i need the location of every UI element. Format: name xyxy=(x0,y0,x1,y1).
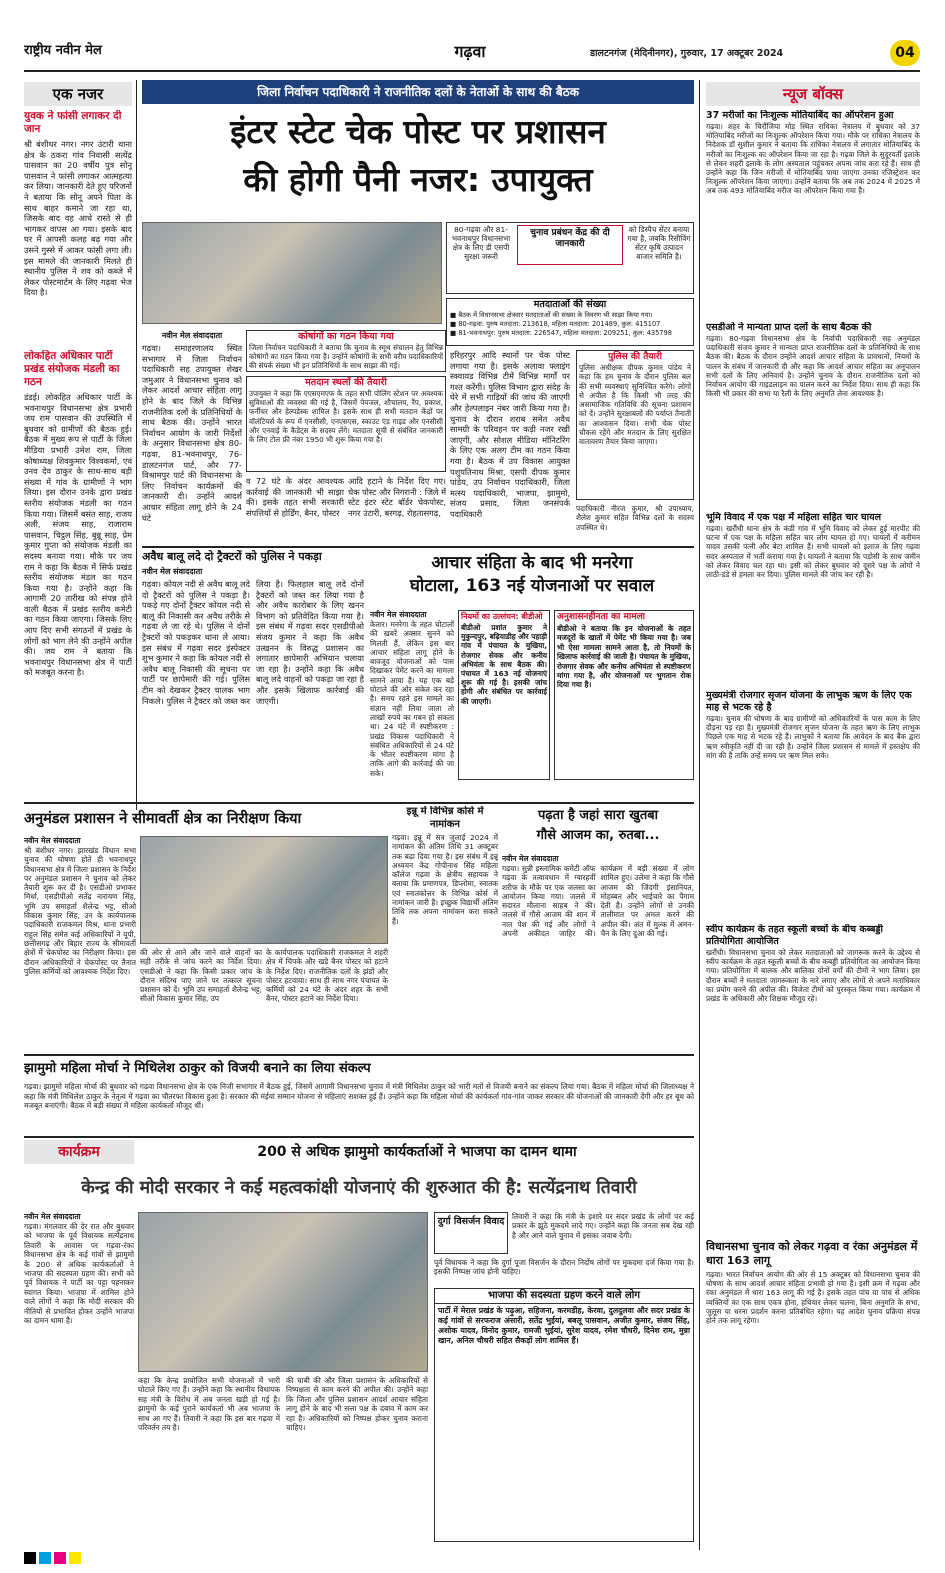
story-body: श्री बंशीधर नगर। नगर उंटारी थाना क्षेत्र के ठकरा गांव निवासी सत्येंद्र पासवान का 20 वर्षीय पुत्र सोनू पासवान ने फांसी लगाकर आत्महत्या कर लिया। जानकारी देते हुए परिजनों ने बताया कि सोनू अपने पिता के साथ बाहर कमाने जा रहा था, जिसके बाद वह आधे रास्ते से ही भागकर वापस आ गया। इसके बाद घर में आपसी कलह बढ़ गया और उसने गुस्से में आकर फांसी लगा ली। इस मामले की जानकारी मिलते ही स्थानीय पुलिस ने शव को कब्जे में लेकर पोस्टमार्टम के लिए गढ़वा भेज दिया है। xyxy=(24,139,132,298)
karyakram-label xyxy=(24,1140,134,1164)
lead-kicker xyxy=(142,80,694,104)
joiners-heading: भाजपा की सदस्यता ग्रहण करने वाले लोग xyxy=(435,1289,693,1304)
enrollment-body: गढ़वा। इन्नू में सत्र जुलाई 2024 में नामांकन की अंतिम तिथि 31 अक्टूबर तक बढ़ा दिया गया है। इस संबंध में इन्नू अध्ययन केंद्र गोपीनाथ सिंह महिला कॉलेज गढ़वा के क्षेत्रीय सहायक ने बताया कि प्रमाणपत्र, डिप्लोमा, स्नातक एवं स्नातकोत्तर के विभिन्न कोर्स में नामांकन जारी है। इच्छुक विद्यार्थी अंतिम तिथि तक अपना नामांकन करा सकते हैं। xyxy=(392,833,498,926)
news-headline: स्वीप कार्यक्रम के तहत स्कूली बच्चों के बीच कब्बड्डी प्रतियोगिता आयोजित xyxy=(706,924,883,947)
karyakram-col-1 xyxy=(24,1212,134,1542)
news-item-land-dispute xyxy=(706,512,920,688)
news-headline: विधानसभा चुनाव को लेकर गढ़वा व रंका अनुमंडल में धारा 163 लागू xyxy=(706,1240,918,1267)
news-item-section-163 xyxy=(706,1240,920,1540)
anumandal-col-2: की ओर से आने और जाने वाले वाहनों का सही तरीके से जांच करने का निर्देश दिया। एसडीओ ने कहा कि किसी प्रकार जांच के दौरान संदिग्ध पाए जाने पर तत्काल सूचना प्रशासन को दें। भूमि उप समाहर्ता शैलेन्द्र भट्ट, सीओ विकास कुमार सिंह, उप xyxy=(140,948,262,1004)
mnrega-headline-2: घोटाला, 163 नई योजनाओं पर सवाल xyxy=(409,576,655,596)
police-heading: पुलिस की तैयारी xyxy=(608,352,662,362)
discipline-body: बीडीओ ने बताया कि इन योजनाओं के तहत मजदूरों के खातों में पेमेंट भी किया गया है। जब भी ऐसा मामला सामने आता है, तो नियमों के खिलाफ कार्रवाई की जाती है। पंचायत के मुखिया, रोजगार सेवक और कनीय अभियंता से स्पष्टीकरण मांगा गया है, और योजनाओं पर भुगतान रोक दिया गया है। xyxy=(557,624,691,690)
joiners-body: पार्टी में मेराल प्रखंड के पढ़ुआ, सहिजना, करमडीह, केरवा, दुलदुलवा और सदर प्रखंड के कई गांवों से सरफराज अंसारी, सतेंद्र भुईयां, बबलू पासवान, अजीत कुमार, संजय सिंह, अशोक यादव, विनोद कुमार, रामजी भुईयां, सुरेश यादव, रमेश चौधरी, दिनेश राम, मुन्ना खान, अनिल चौधरी सहित सैकड़ों लोग शामिल हैं। xyxy=(438,1306,690,1345)
news-headline: 37 मरीजों का निःशुल्क मोतियाबिंद का ऑपरेशन हुआ xyxy=(706,110,894,121)
jmm-women-body: गढ़वा। झामुमो महिला मोर्चा की बुधवार को गढ़वा विधानसभा क्षेत्र के एक निजी सभागार में बैठक हुई, जिसमें आगामी विधानसभा चुनाव में मंत्री मिथिलेश ठाकुर को भारी मतों से विजयी बनाने का संकल्प लिया गया। बैठक में महिला मोर्चा की जिलाध्यक्ष ने कहा कि मंत्री मिथिलेश ठाकुर के नेतृत्व में गढ़वा का चौतरफा विकास हुआ है। सरकार की मंईयां सम्मान योजना से महिलाएं सशक्त हुई हैं। उन्होंने कहा कि महिला मोर्चा की कार्यकर्ता गांव-गांव जाकर सरकार की योजनाओं की जानकारी देंगी और हर बूथ को मजबूत बनाएंगी। बैठक में बड़ी संख्या में महिला कार्यकर्ता मौजूद थीं। xyxy=(24,1082,694,1111)
anumandal-body: श्री बंशीधर नगर। झारखंड विधान सभा चुनाव की घोषणा होते ही भवनाथपुर विधानसभा क्षेत्र में जिला प्रशासन के निर्देश पर अनुमंडल प्रशासन ने चुनाव को लेकर तैयारी शुरू कर दी है। एसडीओ प्रभाकर मिर्धा, एसडीपीओ सतेंद्र नारायण सिंह, भूमि उप समाहर्ता शैलेन्द्र भट्ट, सीओ विकास कुमार सिंह, उन के कार्यपालक पदाधिकारी राजकमल मिश्र, थाना प्रभारी राहुल सिंह समेत कई अधिकारियों ने यूपी, छत्तीसगढ़ और बिहार राज्य के सीमावर्ती क्षेत्रों में चेकपोस्ट का निरीक्षण किया। इस दौरान अधिकारियों ने चेकपोस्ट पर तैनात पुलिस कर्मियों को आवश्यक निर्देश दिए। xyxy=(24,846,136,976)
news-body: गढ़वा। शहर के चिरौंजिया मोड़ स्थित राधिका नेत्रालय में बुधवार को 37 मोतियाबिंद मरीजों का निःशुल्क ऑपरेशन किया गया। मौके पर राधिका नेत्रालय के निदेशक डॉ सुशील कुमार ने बताया कि राधिका नेत्रालय में लगातार मोतियाबिंद के मरीजों का निःशुल्क का ऑपरेशन किया जा रहा है। गढ़वा जिले के सुदूरवर्ती इलाके से लेकर शहरी इलाके के लोग अस्पताल पहुंचकर अपना जांच करा रहे हैं। साथ ही उन्होंने कहा कि जिन मरीजों में मोतियाबिंद पाया जाएगा उनका रजिस्ट्रेशन कर निःशुल्क ऑपरेशन किया जाएगा। उन्होंने बताया कि अब तक 2024 में 2025 में अब तक 493 मोतियाबिंद मरीज का ऑपरेशन किया गया है। xyxy=(706,122,920,196)
committee-body: जिला निर्वाचन पदाधिकारी ने बताया कि चुनाव के स्मूथ संचालन हेतु विभिन्न कोषांगों का गठन किया गया है। उन्होंने कोषांगों के सभी वरीय पदाधिकारियों की संपर्क संख्या भी इन प्रतिनिधियों के साथ साझा की गई। xyxy=(249,343,443,370)
sand-story xyxy=(142,550,364,798)
gause-headline-1: पढ़ता है जहां सारा खुतबा xyxy=(537,808,659,823)
divider-1 xyxy=(142,546,694,548)
ek-nazar-label xyxy=(24,82,132,106)
enrollment-story xyxy=(392,806,498,1050)
karyakram-col-2: कहा कि केन्द्र प्रायोजित सभी योजनाओं में भारी घोटाले किए गए हैं। उन्होंने कहा कि स्थानीय विधायक सह मंत्री के विरोध में अब जनता खड़ी हो गई है। झामुमो के कई पुराने कार्यकर्ता भी अब भाजपा के साथ आ गए हैं। तिवारी ने कहा कि इस बार गढ़वा में परिवर्तन तय है। xyxy=(138,1376,280,1433)
gause-body xyxy=(502,854,694,1050)
mnrega-text: केतार। मनरेगा के तहत चोटालों की खबरें अक्सर सुनने को मिलती हैं, लेकिन इस बार आचार संहिता लागू होने के बावजूद योजनाओं को पास दिखाकर पेमेंट करने का मामला सामने आया है। यह एक बड़े घोटाले की ओर संकेत कर रहा है। समय रहते इस मामले का संज्ञान नहीं लिया जाता तो लाखों रुपये का गबन हो सकता था। 24 घंटे में स्पष्टीकरण : प्रखंड विकास पदाधिकारी ने संबंधित अधिकारियों से 24 घंटे के भीतर स्पष्टीकरण मांगा है ताकि आगे की कार्रवाई की जा सके। xyxy=(370,620,454,778)
news-body: गढ़वा। खरौंधी थाना क्षेत्र के कंडी गांव में भूमि विवाद को लेकर हुई मारपीट की घटना में एक पक्ष के महिला सहित चार लोग घायल हो गए। घायलों में करीमन यादव उसकी पत्नी और बेटा शामिल हैं। सभी घायलों को इलाज के लिए गढ़वा सदर अस्पताल में भर्ती कराया गया है। घायलों ने बताया कि पड़ोसी के साथ जमीन को लेकर विवाद चल रहा था। इसी को लेकर बुधवार को दूसरे पक्ष के लोगों ने लाठी-डंडे से हमला कर दिया। पुलिस मामले की जांच कर रही है। xyxy=(706,524,920,580)
jmm-women-headline: झामुमो महिला मोर्चा ने मिथिलेश ठाकुर को विजयी बनाने का लिया संकल्प xyxy=(24,1061,371,1076)
headline-line-2: की होगी पैनी नजर: उपायुक्त xyxy=(243,160,593,199)
divider-3 xyxy=(24,1054,694,1056)
bdo-box xyxy=(458,610,550,780)
dateline: डालटनगंज (मेदिनीनगर), गुरुवार, 17 अक्टूबर 2024 xyxy=(590,48,784,59)
ek-nazar-story-1 xyxy=(24,110,132,360)
karyakram-kicker: 200 से अधिक झामुमो कार्यकर्ताओं ने भाजपा का दामन थामा xyxy=(257,1144,577,1160)
news-item-kabaddi xyxy=(706,924,920,1214)
lead-col-3: व 72 घंटे के अंदर आवश्यक कार्रवाई की जानकारी भी साझा की। इसके तहत सभी सरकारी संपत्तियों से होर्डिंग, बैनर, पोस्टर xyxy=(246,476,344,518)
karyakram-text: कार्यक्रम xyxy=(58,1144,100,1160)
lead-col-6-end: पदाधिकारी नीरज कुमार, श्री उपाध्याय, शैलेश कुमार सहित विभिन्न दलों के सदस्य उपस्थित थे। xyxy=(576,504,694,532)
news-body: गढ़वा। भारत निर्वाचन आयोग की ओर से 15 अक्टूबर को विधानसभा चुनाव की घोषणा के साथ आदर्श आचार संहिता प्रभावी हो गया है। इसी क्रम में गढ़वा और रंका अनुमंडल में धारा 163 लागू की गई है। इसके तहत पांच या पांच से अधिक व्यक्तियों का एक साथ एकत्र होना, हथियार लेकर चलना, बिना अनुमति के सभा, जुलूस या धरना प्रदर्शन करना प्रतिबंधित रहेगा। यह आदेश चुनाव प्रक्रिया संपन्न होने तक लागू रहेगा। xyxy=(706,1270,920,1326)
discipline-heading: अनुशासनहीनता का मामला xyxy=(557,612,646,622)
byline: नवीन मेल संवाददाता xyxy=(370,610,427,619)
polling-body: उपायुक्त ने कहा कि एएसएमएफ के तहत सभी पोलिंग स्टेशन पर अवश्यक सुविधाओं की व्यवस्था की गई है, जिसमें पेयजल, शौचालय, रैंप, प्रकाश, फर्नीचर और हेल्पडेस्क शामिल है। इसके साथ ही सभी मतदान केंद्रों पर वॉलंटियर्स के रूप में एनसीसी, एनएसएस, स्काउट एंड गाइड और एनसीसी और एनवाई के कैडेट्स के सदस्य लेंगे। मतदाता सूची से संबंधित जानकारी के लिए टोल फ्री नंबर 1950 भी शुरू किया गया है। xyxy=(249,389,443,445)
news-body: गढ़वा। 80-गढ़वा विधानसभा क्षेत्र के निर्वाची पदाधिकारी सह अनुमंडल पदाधिकारी संजय कुमार ने मान्यता प्राप्त राजनीतिक दलों के प्रतिनिधियों के साथ बैठक की। बैठक के दौरान उन्होंने आदर्श आचार संहिता के प्रावधानों, नियमों के पालन के संबंध में जानकारी दी और कहा कि आदर्श आचार संहिता का अनुपालन सभी दलों के लिए अनिवार्य है। उन्होंने चुनाव के दौरान राजनीतिक दलों को निर्वाचन आयोग की गाइडलाइन का पालन करने का निर्देश दिया। साथ ही कहा कि किसी भी प्रकार की सभा या रैली के लिए अनुमति लेना आवश्यक है। xyxy=(706,334,920,399)
news-box-text: न्यूज बॉक्स xyxy=(782,85,844,103)
durga-heading: दुर्गा विसर्जन विवाद xyxy=(437,1216,505,1227)
voters-heading: मतदाताओं की संख्या xyxy=(533,299,607,310)
inspection-photo xyxy=(140,836,388,944)
election-management-box xyxy=(446,222,694,294)
voters-line-2: ■ 80-गढ़वा: पुरुष मतदाता: 213618, महिला मतदाता: 201489, कुल: 415107 xyxy=(450,320,661,328)
anumandal-col-3: के कार्यपालक पदाधिकारी राजकमल ने शहरी क्षेत्र में चिपके और खड़े बैनर पोस्टर को हटाने के निर्देश दिए। राजनीतिक दलों के झंडों और पोस्टर हटवाया। साथ ही साथ नगर पंचायत के कर्मियों को 24 घंटे के अंदर शहर के सभी बैनर, पोस्टर हटाने का निर्देश दिया। xyxy=(266,948,388,1004)
bdo-body: बीडीओ प्रशांत कुमार ने मुकुन्दपुर, बढ़ियाडीह और पहाड़ी गांव में पंचायत के मुखिया, रोजगार सेवक और कनीय अभियंता के साथ बैठक की। पंचायत में 163 नई योजनाएं शुरू की गई है। इसकी जांच होगी और संबंधित पर कार्रवाई की जाएगी। xyxy=(461,623,547,706)
byline: नवीन मेल संवाददाता xyxy=(24,1212,81,1221)
box-heading: चुनाव प्रबंधन केंद्र की दी जानकारी xyxy=(517,225,623,265)
news-item-loan xyxy=(706,690,920,922)
gause-headline-2: गौसे आजम का, रुतबा... xyxy=(536,828,660,843)
story-body: डंडई। लोकहित अधिकार पार्टी के भवनाथपुर विधानसभा क्षेत्र प्रभारी जय राम पासवान की उपस्थिति में बुधवार को ग्रामीणों की बैठक हुई। बैठक में मुख्य रूप से पार्टी के जिला मीडिया प्रभारी उमेश राम, जिला कोषाध्यक्ष शिवकुमार विश्वकर्मा, एवं उनव देव ठाकुर के साथ-साथ बड़ी संख्या में गांव के ग्रामीणों ने भाग लिया। इस दौरान उनके द्वारा प्रखंड स्तरीय संयोजक मंडली का गठन किया गया। जिसमें बसंत साह, राजय अली, संजय साह, राजाराम पासवान, चिट्ठल सिंह, बुन्नू साह, प्रेम कुमार गुप्ता को संयोजक मंडली का सदस्य बनाया गया। मौके पर जय राम ने कहा कि बैठक में सिर्फ प्रखंड स्तरीय संयोजक मंडल का गठन किया गया है। उन्होंने कहा कि आगामी 20 तारीख को संपन्न होने वाली बैठक में प्रखंड स्तरीय कमेटी का गठन किया जाएगा। जिसके लिए आप दिए सभी संगठनों में प्रखंड के लोगों को भाग लेने की उन्होंने अपील की। जय राम ने बताया कि भवनाथपुर विधानसभा क्षेत्र में पार्टी को मजबूत करना है। xyxy=(24,392,132,678)
masthead-rule xyxy=(24,70,920,72)
anumandal-headline: अनुमंडल प्रशासन ने सीमावर्ती क्षेत्र का निरीक्षण किया xyxy=(24,811,302,827)
byline: नवीन मेल संवाददाता xyxy=(502,854,559,863)
lead-headline xyxy=(142,108,694,218)
sand-headline: अवैध बालू लदे दो ट्रैक्टरों को पुलिस ने पकड़ा xyxy=(142,550,322,563)
news-body: गढ़वा। चुनाव की घोषणा के बाद ग्रामीणों को अधिकारियों के पास काम के लिए दौड़ना पड़ रहा है। मुख्यमंत्री रोजगार सृजन योजना के तहत ऋण के लिए लाभुक पिछले एक माह से भटक रहे हैं। लाभुकों ने बताया कि आवेदन के बाद बैंक द्वारा ऋण स्वीकृति नहीं दी जा रही है। उन्होंने जिला प्रशासन से मामले में हस्तक्षेप की मांग की है ताकि उन्हें समय पर ऋण मिल सके। xyxy=(706,714,920,760)
bdo-heading: नियमों का उल्लंघन: बीडीओ xyxy=(461,612,543,621)
joining-photo xyxy=(138,1212,428,1372)
voters-line-1: ■ बैठक में विधानसभा क्षेत्रवार मतदाताओं की संख्या के विवरण भी साझा किया गया। xyxy=(450,311,653,319)
news-item-sdo xyxy=(706,322,920,510)
news-box-label xyxy=(706,82,920,106)
committee-heading: कोषांगों का गठन किया गया xyxy=(298,331,394,342)
gause-headline xyxy=(502,806,694,852)
discipline-box xyxy=(554,610,694,780)
karyakram-headline: केन्द्र की मोदी सरकार ने कई महत्वकांक्षी योजनाएं की शुरुआत की है: सत्येंद्रनाथ तिवारी xyxy=(81,1178,637,1198)
meeting-photo xyxy=(142,222,442,324)
ek-nazar-text: एक नजर xyxy=(52,85,104,103)
polling-box xyxy=(246,376,446,472)
police-box xyxy=(576,350,694,500)
durga-box xyxy=(434,1212,508,1254)
police-body: पुलिस अधीक्षक दीपक कुमार पांडेय ने कहा कि हम चुनाव के दौरान पुलिस बल की सभी व्यवस्थाएं सुनिश्चित करेंगे। लोगों से अपील है कि किसी भी तरह की असामाजिक गतिविधि की सूचना प्रशासन को दें। उन्होंने सुरक्षाबलों की पर्याप्त तैनाती का आश्वासन दिया। सभी चेक पोस्ट चौकस रहेंगे और मतदान के लिए सुरक्षित वातावरण तैयार किया जाएगा। xyxy=(579,363,691,447)
voters-line-3: ■ 81-भवनाथपुर: पुरुष मतदाता: 226547, महिला मतदाता: 209251, कुल: 435798 xyxy=(450,329,672,337)
mnrega-body xyxy=(370,610,454,798)
joiners-box xyxy=(434,1288,694,1542)
ek-nazar-story-2 xyxy=(24,350,132,790)
story-headline: युवक ने फांसी लगाकर दी जान xyxy=(24,110,122,135)
lead-col-5: हरिहरपुर आदि स्थानों पर चेक पोस्ट लगाया गया है। इसके अलावा फ्लाइंग स्क्वायड विभिन्न टीमें विभिन्न मार्गों पर गश्त करेंगी। पुलिस विभाग द्वारा संदेह के घेरे में सभी गाड़ियों की जांच की जाएगी और हेल्पलाइन नंबर जारी किया गया है। चुनाव के दौरान शराब समेत अवैध सामग्री के परिवहन पर कड़ी नजर रखी जाएगी, और सोशल मीडिया मॉनिटरिंग के लिए एक अलग टीम का गठन किया गया है। बैठक में उप विकास आयुक्त पशुपतिनाथ मिश्रा, एसपी दीपक कुमार पांडेय, उप निर्वाचन पदाधिकारी, जिला मत्स्य पदाधिकारी, भाजपा, झामुमो, संजय प्रसाद, जिला जनसंपर्क पदाधिकारी xyxy=(450,350,570,519)
news-headline: मुख्यमंत्री रोजगार सृजन योजना के लाभुक ऋण के लिए एक माह से भटक रहे है xyxy=(706,690,912,713)
page-number: 04 xyxy=(890,40,920,66)
byline: नवीन मेल संवाददाता xyxy=(142,567,203,576)
box-left-text: 80-गढ़वा और 81-भवनाथपुर विधानसभा क्षेत्र के लिए डी एसपी सुरक्षा जरूरी xyxy=(451,225,511,261)
lead-body: गढ़वा। समाहरणालय स्थित सभागार में जिला निर्वाचन पदाधिकारी सह उपायुक्त शेखर जमुआर ने विधानसभा चुनाव को लेकर आदर्श आचार संहिता लागू होने के बाद जिले के विभिन्न राजनीतिक दलों के प्रतिनिधियों के साथ बैठक की। उन्होंने भारत निर्वाचन आयोग के जारी निर्देशों के अनुसार विधानसभा क्षेत्र 80-गढ़वा, 81-भवनाथपुर, 76-डालटनगंज पार्ट, और 77-विश्रामपुर पार्ट की विधानसभा के लिए निर्वाचन कार्यक्रमों की जानकारी दी। उन्होंने आदर्श आचार संहिता लागू होने के 24 घंटे xyxy=(142,343,242,523)
gause-text: गढ़वा। सुन्नी इस्लामिक कमेटी ऑफ गढ़वा के तत्वावधान में ग्यारहवीं शरीफ के मौके पर एक जलसा का आयोजन किया गया। जलसे में सदारत मौलाना साहब ने की। जलसे में गौसे आजम की शान में नात पेश की गई और लोगों ने अपनी अकीदत जाहिर की। कार्यक्रम में बड़ी संख्या में लोग शामिल हुए। उलेमा ने कहा कि गौसे आजम की जिंदगी इंसानियत, मोहब्बत और भाईचारे का पैगाम देती है। उन्होंने लोगों से उनकी तालीमात पर अमल करने की अपील की। अंत में मुल्क में अमन-चैन के लिए दुआ की गई। xyxy=(502,864,694,939)
masthead xyxy=(0,0,945,72)
durga-body: पूर्व विधायक ने कहा कि दुर्गा पूजा विसर्जन के दौरान निर्दोष लोगों पर मुकदमा दर्ज किया गया है। इसकी निष्पक्ष जांच होनी चाहिए। xyxy=(434,1258,694,1277)
news-headline: एसडीओ ने मान्यता प्राप्त दलों के साथ बैठक की xyxy=(706,322,872,333)
left-column-divider xyxy=(136,80,137,810)
lead-col-1 xyxy=(142,330,242,542)
karyakram-col-3: की चाबी की और जिला प्रशासन के अधिकारियों से निष्पक्षता से काम करने की अपील की। उन्होंने कहा कि जिला और पुलिस प्रशासन आदर्श आचार संहिता लागू होने के बाद भी सत्ता पक्ष के दबाव में काम कर रहा है। अधिकारियों को निष्पक्ष होकर चुनाव कराना चाहिए। xyxy=(286,1376,428,1433)
divider-4 xyxy=(24,1136,694,1138)
box-right-text: को डिस्पैच सेंटर बनाया गया है, जबकि रिसीविंग सेंटर कृषि उत्पादन बाजार समिति है। xyxy=(627,225,691,261)
news-headline: भूमि विवाद में एक पक्ष में महिला सहित चार घायल xyxy=(706,512,882,523)
byline: नवीन मेल संवाददाता xyxy=(161,331,223,340)
section-title: गढ़वा xyxy=(454,42,486,61)
committee-box xyxy=(246,330,446,372)
voters-count-box xyxy=(446,298,694,346)
headline-line-1: इंटर स्टेट चेक पोस्ट पर प्रशासन xyxy=(230,112,606,151)
anumandal-col-1 xyxy=(24,836,136,1048)
karyakram-body: गढ़वा। मंगलवार की देर रात और बुधवार को भाजपा के पूर्व विधायक सत्येंद्रनाथ तिवारी के आवास पर गढ़वा-रंका विधानसभा क्षेत्र के कई गांवों से झामुमो के 200 से अधिक कार्यकर्ताओं ने भाजपा की सदस्यता ग्रहण की। सभी को पूर्व विधायक ने पार्टी का पट्टा पहनाकर स्वागत किया। भाजपा में शामिल होने वाले लोगों ने कहा कि मोदी सरकार की नीतियों से प्रभावित होकर उन्होंने भाजपा का दामन थामा है। xyxy=(24,1222,134,1326)
lead-col-4: आदि हटाने के निर्देश दिए गए। चेक पोस्ट और निगरानी : जिले में स्टेट इंटर स्टेट बॉर्डर चेकपोस्ट, नगर उंटारी, बरगढ़, रोहतासगढ़, xyxy=(348,476,446,518)
sand-body: गढ़वा। कोयल नदी से अवैध बालू लदे दो ट्रैक्टरों को पुलिस ने पकड़ा है। पकड़े गए दोनों ट्रैक्टर कोयल नदी से बालू की निकासी कर अवैध तरीके से गढ़वा ले जा रहे थे। पुलिस ने दोनों ट्रैक्टरों को पकड़कर थाना ले आया। इस संबंध में गढ़वा सदर इंस्पेक्टर शुभ कुमार ने कहा कि कोयल नदी से अवैध बालू निकासी की सूचना पर पार्टी पर छापेमारी की गई। पुलिस टीम को देखकर ट्रैक्टर चालक भाग निकले। पुलिस ने ट्रैक्टर को जब्त कर लिया है। फिलहाल बालू लदे दोनों ट्रैक्टरों को जब्त कर लिया गया है और अवैध कारोबार के लिए खनन विभाग को प्रतिवेदित किया गया है। इस संबंध में गढ़वा सदर एसडीपीओ संजय कुमार ने कहा कि अवैध उत्खनन के विरुद्ध प्रशासन का लगातार छापेमारी अभियान चलाया जा रहा है। उन्होंने कहा कि अवैध बालू लदे वाहनों को पकड़ा जा रहा है और इसके खिलाफ कार्रवाई की जाएगी। xyxy=(142,579,364,706)
news-item-cataract xyxy=(706,110,920,320)
byline: नवीन मेल संवाददाता xyxy=(24,836,81,845)
logo: राष्ट्रीय नवीन मेल xyxy=(24,43,102,58)
print-registration-marks xyxy=(24,1552,920,1566)
mnrega-headline-1: आचार संहिता के बाद भी मनरेगा xyxy=(431,553,633,573)
mnrega-headline xyxy=(370,552,694,606)
news-body: खरौंधी। विधानसभा चुनाव को लेकर मतदाताओं को जागरूक करने के उद्देश्य से स्वीप कार्यक्रम के तहत स्कूली बच्चों के बीच कबड्डी प्रतियोगिता का आयोजन किया गया। प्रतियोगिता में बालक और बालिका दोनों वर्गों की टीमों ने भाग लिया। इस दौरान बच्चों ने मतदाता जागरूकता के नारे लगाए और लोगों से अपने मताधिकार का प्रयोग करने की अपील की। विजेता टीमों को पुरस्कृत किया गया। कार्यक्रम में प्रखंड के अधिकारी और शिक्षक मौजूद रहे। xyxy=(706,948,920,1004)
polling-heading: मतदान स्थलों की तैयारी xyxy=(305,377,387,388)
enrollment-headline: इन्नू में विभिन्न कोर्स में नामांकन xyxy=(406,806,484,830)
karyakram-col-4: तिवारी ने कहा कि मंत्री के इशारे पर सदर प्रखंड के लोगों पर कई प्रकार के झूठे मुकदमे लादे गए। उन्होंने कहा कि जनता सब देख रही है और आने वाले चुनाव में इसका जवाब देगी। xyxy=(512,1212,694,1240)
story-headline: लोकहित अधिकार पार्टी प्रखंड संयोजक मंडली का गठन xyxy=(24,350,120,388)
right-column-divider xyxy=(699,80,700,1550)
kicker-text: जिला निर्वाचन पदाधिकारी ने राजनीतिक दलों के नेताओं के साथ की बैठक xyxy=(257,85,579,99)
divider-2 xyxy=(24,802,694,804)
